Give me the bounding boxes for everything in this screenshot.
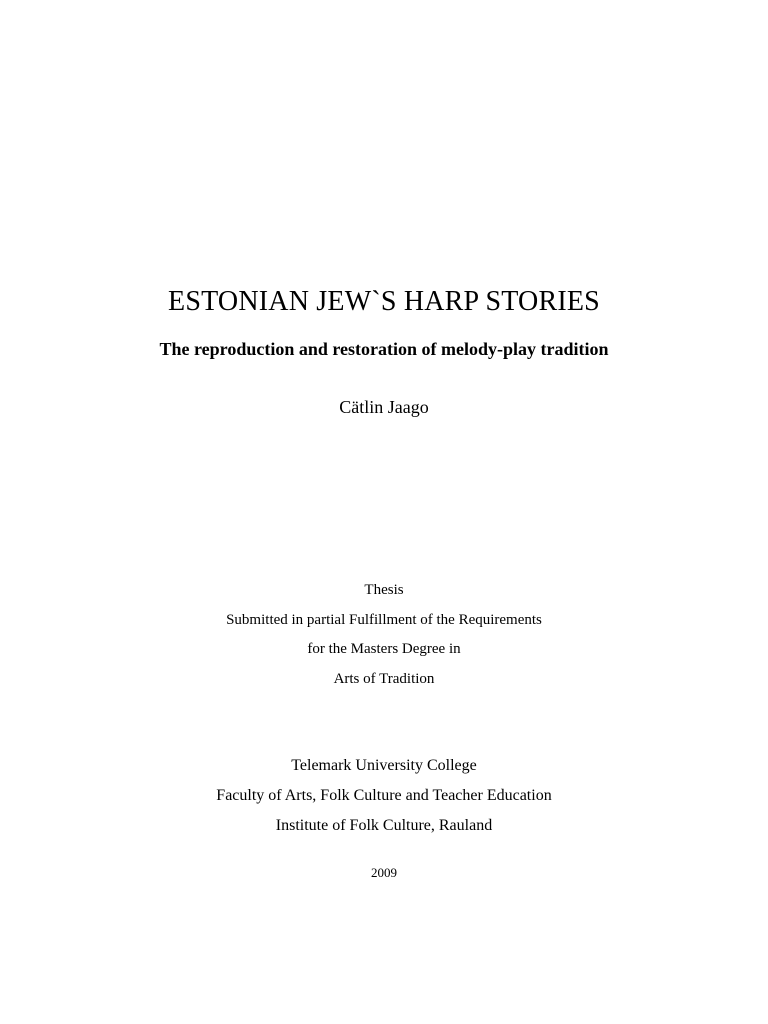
document-title: ESTONIAN JEW`S HARP STORIES — [168, 286, 600, 317]
thesis-statement — [0, 576, 768, 694]
thesis-line: Thesis — [364, 582, 404, 598]
thesis-line: Arts of Tradition — [333, 670, 435, 687]
thesis-line: Submitted in partial Fulfillment of the Requirements — [226, 611, 542, 628]
thesis-line: for the Masters Degree in — [307, 641, 461, 657]
institution-line: Telemark University College — [291, 757, 477, 774]
institution-line: Institute of Folk Culture, Rauland — [275, 817, 493, 834]
document-subtitle: The reproduction and restoration of melody-play tradition — [159, 339, 609, 359]
institution-block — [0, 751, 768, 841]
institution-line: Faculty of Arts, Folk Culture and Teacher Education — [216, 787, 552, 804]
author-name: Cätlin Jaago — [339, 397, 429, 417]
publication-year: 2009 — [371, 865, 397, 880]
